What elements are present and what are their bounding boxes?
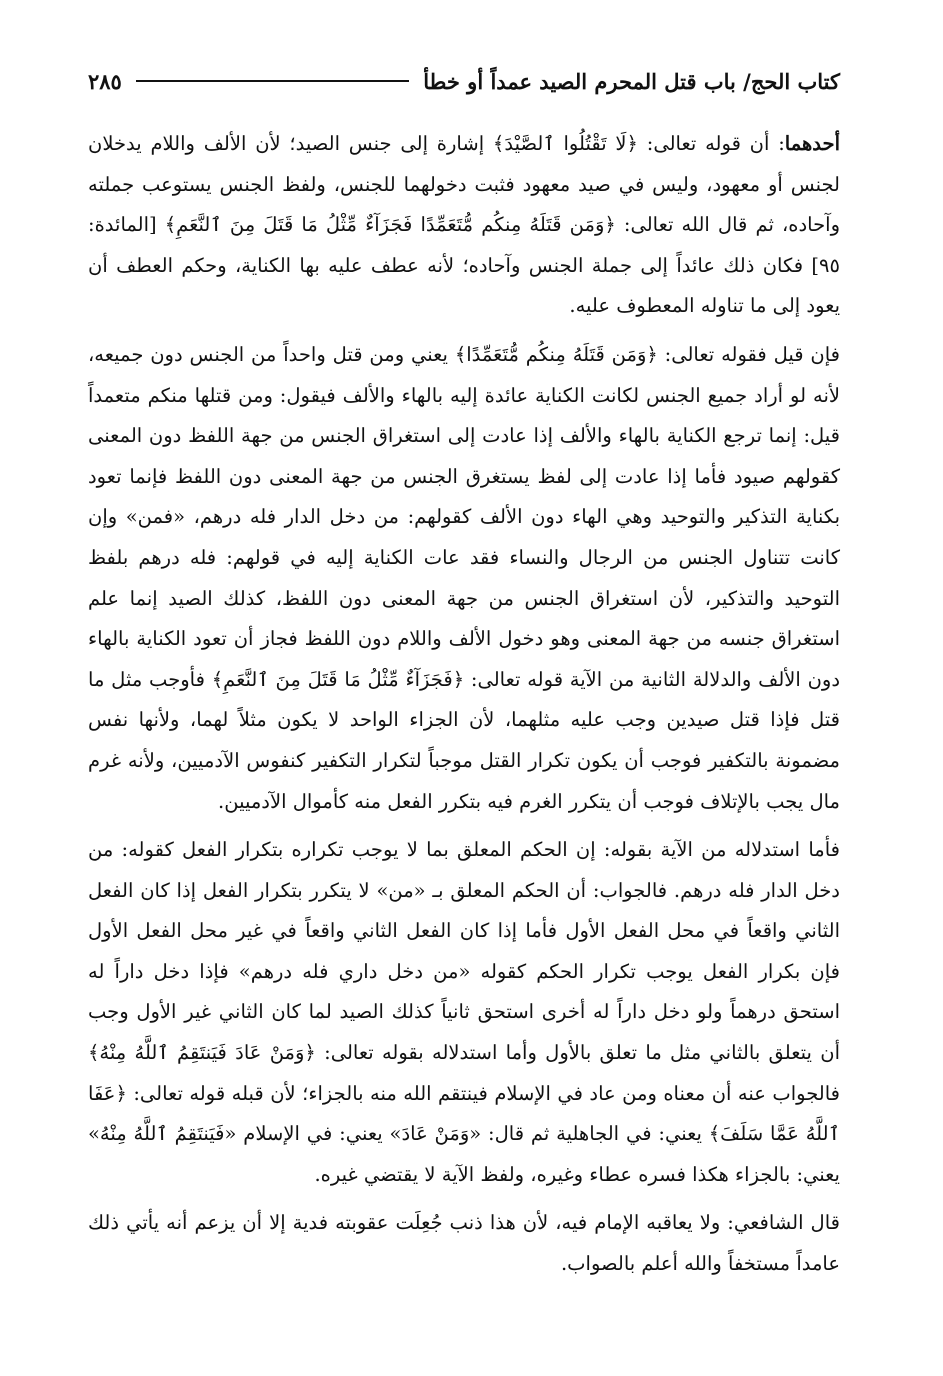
paragraph-text: فإن قيل فقوله تعالى: ﴿وَمَن قَتَلَهُ مِنكُم مُّتَعَمِّدًا﴾ يعني ومن قتل واحداً من الجنس دون جميعه، لأنه لو أراد جميع الجنس لكانت الكناية عائدة إليه بالهاء والألف فيقول: ومن قتلها منكم متعمداً قيل: إنما ترجع الكناية بالهاء والألف إذا عادت إلى استغراق الجنس من جهة اللفظ دون المعنى كقولهم صيود فأما إذا عادت إلى لفظ يستغرق الجنس من جهة المعنى دون اللفظ فإنما تعود بكناية التذكير والتوحيد وهي الهاء دون الألف كقولهم: من دخل الدار فله درهم، «فمن» وإن كانت تتناول الجنس من الرجال والنساء فقد عات الكناية إليه في قولهم: فله درهم بلفظ التوحيد والتذكير، لأن استغراق الجنس من جهة المعنى دون اللفظ، كذلك الصيد إنما علم استغراق جنسه من جهة المعنى وهو دخول الألف واللام دون اللفظ فجاز أن تعود الكناية بالهاء دون الألف والدلالة الثانية من الآية قوله تعالى: ﴿فَجَزَآءٌ مِّثْلُ مَا قَتَلَ مِنَ ٱلنَّعَمِ﴾ فأوجب مثل ما قتل فإذا قتل صيدين وجب عليه مثلهما، لأن الجزاء الواحد لا يكون مثلاً لهما، ولأنها نفس مضمونة بالتكفير فوجب أن يكون تكرار القتل موجباً لتكرار التكفير كنفوس الآدميين، ولأنه غرم مال يجب بالإتلاف فوجب أن يتكرر الغرم فيه بتكرر الفعل منه كأموال الآدميين. [88,342,840,813]
paragraph-2 [88,335,840,822]
page-body [88,124,840,1285]
paragraph-text: : أن قوله تعالى: ﴿لَا تَقْتُلُوا ٱلصَّيْدَ﴾ إشارة إلى جنس الصيد؛ لأن الألف واللام يدخلان لجنس أو معهود، وليس في صيد معهود فثبت دخولهما للجنس، ولفظ الجنس يستوعب جملته وآحاده، ثم قال الله تعالى: ﴿وَمَن قَتَلَهُ مِنكُم مُّتَعَمِّدًا فَجَزَآءٌ مِّثْلُ مَا قَتَلَ مِنَ ٱلنَّعَمِ﴾ [المائدة: ٩٥] فكان ذلك عائداً إلى جملة الجنس وآحاده؛ لأنه عطف عليه بها الكناية، وحكم العطف أن يعود إلى ما تناوله المعطوف عليه. [88,132,840,318]
header-divider [136,80,409,82]
book-page [88,62,840,1293]
running-header [88,62,840,100]
paragraph-3 [88,830,840,1195]
paragraph-lead: أحدهما [784,132,840,155]
chapter-title: كتاب الحج/ باب قتل المحرم الصيد عمداً أو خطأ [423,68,840,94]
paragraph-4 [88,1203,840,1284]
page-number: ٢٨٥ [88,68,122,94]
paragraph-text: فأما استدلاله من الآية بقوله: إن الحكم المعلق بما لا يوجب تكراره بتكرار الفعل كقوله: من دخل الدار فله درهم. فالجواب: أن الحكم المعلق بـ «من» لا يتكرر بتكرار الفعل إذا كان الفعل الثاني واقعاً في محل الفعل الأول فأما إذا كان الفعل الثاني واقعاً في غير محل الفعل الأول فإن بكرار الفعل يوجب تكرار الحكم كقوله «من دخل داري فله درهم» فإذا دخل داراً له استحق درهماً ولو دخل داراً له أخرى استحق ثانياً كذلك الصيد لما كان الثاني غير الأول وجب أن يتعلق بالثاني مثل ما تعلق بالأول وأما استدلاله بقوله تعالى: ﴿وَمَنْ عَادَ فَيَنتَقِمُ ٱللَّهُ مِنْهُ﴾ فالجواب عنه أن معناه ومن عاد في الإسلام فينتقم الله منه بالجزاء؛ لأن قبله قوله تعالى: ﴿عَفَا ٱللَّهُ عَمَّا سَلَفَ﴾ يعني: في الجاهلية ثم قال: «وَمَنْ عَادَ» يعني: في الإسلام «فَيَنتَقِمُ ٱللَّهُ مِنْهُ» يعني: بالجزاء هكذا فسره عطاء وغيره، ولفظ الآية لا يقتضي غيره. [88,838,840,1186]
paragraph-text: قال الشافعي: ولا يعاقبه الإمام فيه، لأن هذا ذنب جُعِلَت عقوبته فدية إلا أن يزعم أنه يأتي ذلك عامداً مستخفاً والله أعلم بالصواب. [88,1211,840,1276]
paragraph-1 [88,124,840,327]
